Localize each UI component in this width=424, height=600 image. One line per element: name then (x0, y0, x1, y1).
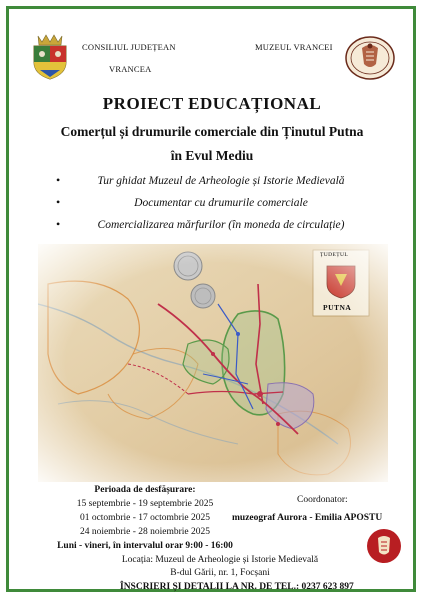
museum-logo-icon (344, 34, 396, 82)
bullet-icon: • (56, 173, 61, 187)
emblem-icon (366, 528, 402, 564)
period-range-3: 24 noiembrie - 28 noiembrie 2025 (79, 527, 211, 537)
period-heading: Perioada de desfășurare: (94, 485, 196, 495)
page-title: PROIECT EDUCAȚIONAL (102, 94, 322, 113)
schedule-text: Luni - vineri, în intervalul orar 9:00 - 16:00 (57, 541, 233, 551)
project-subtitle: Comerțul și drumurile comerciale din Ținutul Putna (60, 124, 364, 139)
period-range-1: 15 septembrie - 19 septembrie 2025 (76, 499, 214, 509)
county-coat-of-arms-icon (28, 32, 72, 80)
contact-line (120, 582, 354, 592)
bullet-icon: • (56, 195, 61, 209)
bullet-icon: • (56, 217, 61, 231)
coordinator-name: muzeograf Aurora - Emilia APOSTU (232, 513, 383, 523)
period-range-2: 01 octombrie - 17 octombrie 2025 (79, 513, 211, 523)
council-county: VRANCEA (109, 64, 152, 74)
activity-list (56, 175, 386, 241)
map-region-label: PUTNA (323, 303, 352, 312)
museum-name: MUZEUL VRANCEI (255, 42, 333, 52)
contact-label: ÎNSCRIERI ȘI DETALII LA NR. DE TEL.: (120, 582, 300, 592)
coordinator-label: Coordonator: (297, 495, 348, 505)
map-region-prefix: ȚUDEȚUL (320, 252, 349, 258)
council-name: CONSILIUL JUDEȚEAN (82, 42, 176, 52)
project-subtitle-line2: în Evul Mediu (170, 148, 254, 163)
historical-map (38, 244, 388, 482)
list-item: • Tur ghidat Muzeul de Arheologie și Istorie Medievală (56, 173, 345, 187)
list-item: • Comercializarea mărfurilor (în moneda de circulație) (56, 217, 345, 231)
location-line2: B-dul Gării, nr. 1, Focșani (170, 568, 270, 578)
contact-phone: 0237 623 897 (301, 582, 354, 592)
list-item: • Documentar cu drumurile comerciale (56, 195, 308, 209)
location-line1: Locația: Muzeul de Arheologie și Istorie Medievală (121, 555, 319, 565)
